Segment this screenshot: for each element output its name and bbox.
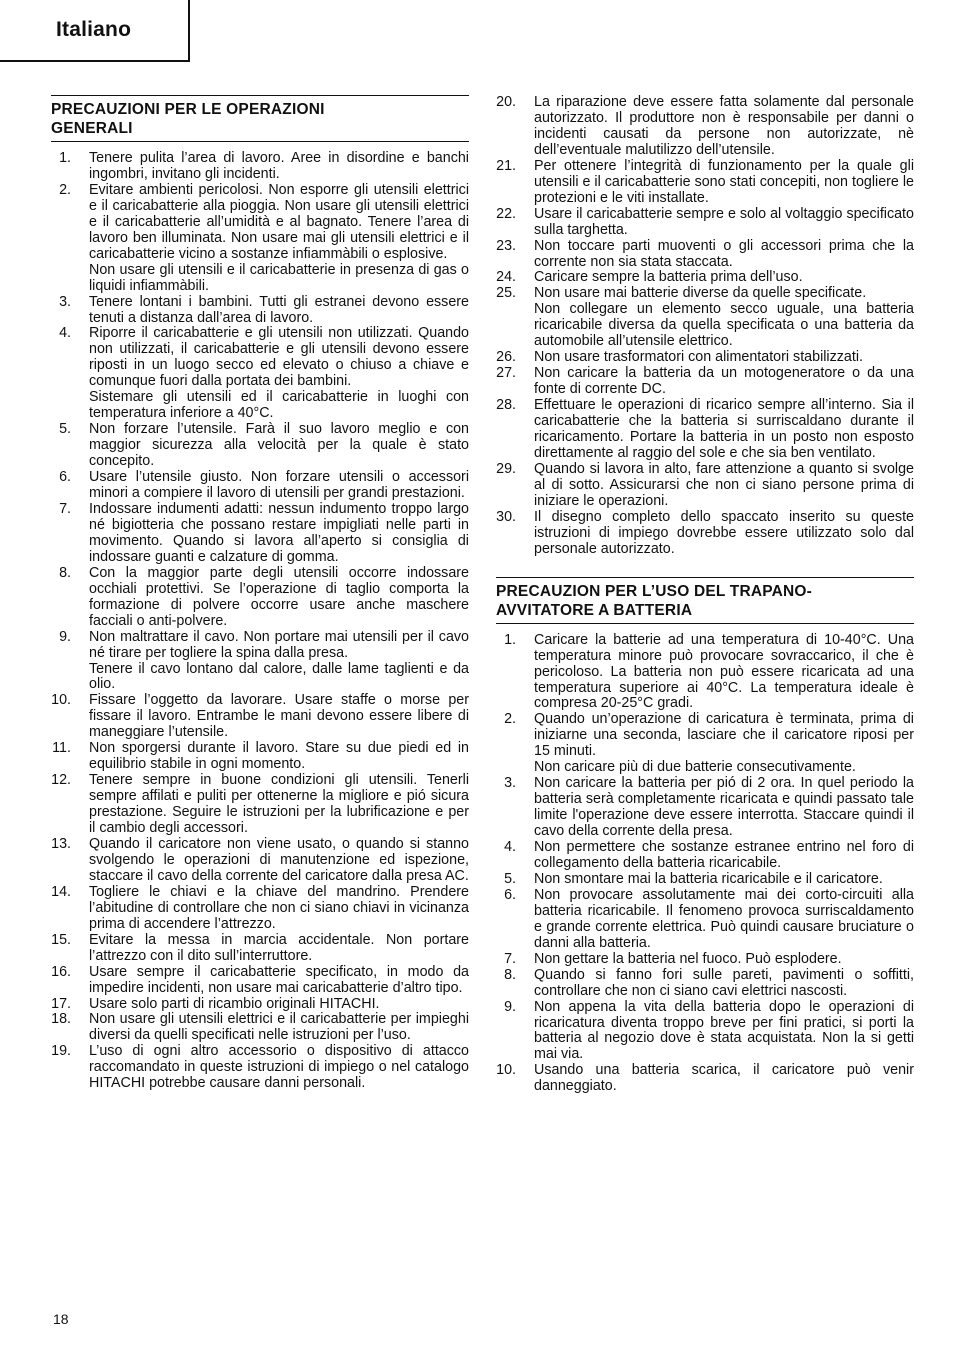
left-column [51, 95, 469, 1092]
item-text: Effettuare le operazioni di ricarico sempre all’interno. Sia il caricabatterie che la batteria si surriscaldano durante il ricaricamento. Portare la batteria in un posto non esposto direttamente al raggio del sole e che sia ben ventilato. [534, 397, 914, 461]
item-text: Non smontare mai la batteria ricaricabile e il caricatore. [534, 870, 883, 887]
item-number: 20. [496, 94, 516, 110]
item-text: Usare sempre il caricabatterie specificato, in modo da impedire incidenti, non usare mai caricabatterie d’altro tipo. [89, 963, 469, 996]
list-item [51, 295, 469, 327]
item-number: 22. [496, 205, 516, 222]
general-precautions-list-continued [496, 95, 914, 558]
list-item [496, 350, 914, 366]
item-text: Per ottenere l’integrità di funzionamento per la quale gli utensili e il caricabatterie sono stati concepiti, non togliere le protezioni e le viti installate. [534, 157, 914, 206]
item-number: 5. [504, 870, 516, 887]
item-number: 7. [504, 950, 516, 967]
list-item [51, 326, 469, 422]
item-text: Quando il caricatore non viene usato, o quando si stanno svolgendo le operazioni di manutenzione ed ispezione, staccare il cavo della corrente del caricatore dalla presa AC. [89, 835, 469, 884]
drill-precautions-list [496, 633, 914, 1096]
item-number: 18. [51, 1011, 71, 1028]
list-item [51, 502, 469, 566]
item-text: Tenere lontani i bambini. Tutti gli estranei devono essere tenuti a distanza dall’area di lavoro. [89, 293, 469, 326]
list-item [51, 933, 469, 965]
item-number: 6. [504, 886, 516, 903]
item-text: Non collegare un elemento secco uguale, una batteria ricaricabile diversa da quella specificata o una batteria da automobile all’utensile elettrico. [534, 301, 914, 350]
item-text: Non maltrattare il cavo. Non portare mai utensili per il cavo né tirare per togliere la spina dalla presa. [89, 628, 469, 661]
item-text: Non usare gli utensili elettrici e il caricabatterie per impieghi diversi da quelli specificati nelle istruzioni per l’uso. [89, 1011, 469, 1044]
item-text: Non gettare la batteria nel fuoco. Può esplodere. [534, 950, 842, 967]
list-item [51, 470, 469, 502]
language-label: Italiano [56, 18, 132, 41]
item-number: 4. [504, 839, 516, 856]
item-text: Tenere pulita l’area di lavoro. Aree in disordine e banchi ingombri, invitano gli incidenti. [89, 150, 469, 182]
item-text: Non provocare assolutamente mai dei corto-circuiti alla batteria ricaricabile. Il fenomeno provoca surriscaldamento e grande corrente elettrica. Può quindi causare bruciature o danni alla batteria. [534, 886, 914, 951]
item-text: Caricare sempre la batteria prima dell’uso. [534, 269, 803, 286]
item-number: 26. [496, 349, 516, 366]
list-item [496, 872, 914, 888]
general-precautions-list [51, 151, 469, 1092]
list-item [496, 1063, 914, 1095]
heading-line: AVVITATORE A BATTERIA [496, 601, 693, 619]
item-number: 10. [51, 692, 71, 709]
list-item [496, 366, 914, 398]
item-text: Non caricare più di due batterie consecutivamente. [534, 759, 856, 776]
item-number: 3. [59, 293, 71, 310]
item-number: 19. [51, 1043, 71, 1060]
item-text: Usare solo parti di ricambio originali HITACHI. [89, 995, 380, 1012]
item-text: Non sporgersi durante il lavoro. Stare su due piedi ed in equilibrio stabile in ogni momento. [89, 740, 469, 773]
item-text: Caricare la batterie ad una temperatura di 10-40°C. Una temperatura minore può provocare sovraccarico, il che è pericoloso. La batteria non può essere ricaricata ad una temperatura superiore ai 40°C. La temperatura ideale è compresa 20-25°C gradi. [534, 631, 914, 712]
list-item [496, 398, 914, 462]
item-text: Quando si fanno fori sulle pareti, pavimenti o soffitti, controllare che non ci siano cavi elettrici nascosti. [534, 966, 914, 999]
right-column [496, 95, 914, 1095]
item-text: Usando una batteria scarica, il caricatore può venir danneggiato. [534, 1062, 914, 1095]
list-item [496, 840, 914, 872]
page-number: 18 [53, 1311, 69, 1327]
item-text: Sistemare gli utensili ed il caricabatterie in luoghi con temperatura inferiore a 40°C. [89, 389, 469, 422]
list-item [496, 159, 914, 207]
item-number: 23. [496, 237, 516, 254]
list-item [496, 968, 914, 1000]
list-item [51, 1012, 469, 1044]
list-item [496, 888, 914, 952]
item-number: 13. [51, 835, 71, 852]
item-text: Non caricare la batteria da un motogeneratore o da una fonte di corrente DC. [534, 365, 914, 398]
item-text: L’uso di ogni altro accessorio o dispositivo di attacco raccomandato in queste istruzioni di impiego o nel catalogo HITACHI potrebbe causare danni personali. [89, 1043, 469, 1092]
item-number: 27. [496, 365, 516, 382]
item-number: 12. [51, 772, 71, 789]
item-number: 1. [504, 631, 516, 648]
list-item [51, 693, 469, 741]
heading-line: GENERALI [51, 120, 133, 137]
item-number: 1. [59, 150, 71, 166]
item-number: 30. [496, 508, 516, 525]
item-text: Usare l’utensile giusto. Non forzare utensili o accessori minori a compiere il lavoro di utensili per grandi prestazioni. [89, 469, 469, 502]
item-text: Non forzare l’utensile. Farà il suo lavoro meglio e con maggior sicurezza alla velocità per la quale è stato concepito. [89, 421, 469, 470]
item-text: Quando si lavora in alto, fare attenzione a quanto si svolge al di sotto. Assicurarsi che non ci siano persone prima di iniziare le operazioni. [534, 460, 914, 509]
list-item [496, 510, 914, 558]
item-text: Evitare la messa in marcia accidentale. Non portare l’attrezzo con il dito sull’interruttore. [89, 931, 469, 964]
list-item [51, 997, 469, 1013]
item-text: Tenere sempre in buone condizioni gli utensili. Tenerli sempre affilati e puliti per ottenerne la migliore e pió sicura prestazione. Seguire le istruzioni per la lubrificazione e per il cambio degli accessori. [89, 772, 469, 837]
list-item [496, 952, 914, 968]
heading-line: PRECAUZIONI PER LE OPERAZIONI [51, 101, 325, 118]
list-item [496, 286, 914, 350]
item-text: Riporre il caricabatterie e gli utensili non utilizzati. Quando non utilizzati, il caricabatterie e gli utensili devono essere riposti in un luogo secco ed elevato o chiuso a chiave e comunque fuori dalla portata dei bambini. [89, 325, 469, 390]
item-text: Indossare indumenti adatti: nessun indumento troppo largo né bigiotteria che possano restare impigliati nelle parti in movimento. Quando si lavora all’aperto si consiglia di indossare guanti e calzature di gomma. [89, 500, 469, 565]
item-text: Non caricare la batteria per pió di 2 ora. In quel periodo la batteria serà completamente ricaricata e quindi passato tale limite l'operazione deve essere interrotta. Staccare quindi il cavo della corrente della presa. [534, 775, 914, 840]
list-item [51, 630, 469, 694]
item-text: Quando un’operazione di caricatura è terminata, prima di iniziarne una seconda, lasciare che il caricatore riposi per 15 minuti. [534, 711, 914, 760]
list-item [51, 1044, 469, 1092]
item-text: Usare il caricabatterie sempre e solo al voltaggio specificato sulla targhetta. [534, 205, 914, 238]
list-item [51, 741, 469, 773]
item-number: 7. [59, 500, 71, 517]
item-text: Fissare l’oggetto da lavorare. Usare staffe o morse per fissare il lavoro. Entrambe le mani devono essere libere di maneggiare l’utensile. [89, 692, 469, 741]
list-item [496, 239, 914, 271]
list-item [51, 183, 469, 295]
item-text: Tenere il cavo lontano dal calore, dalle lame taglienti e da olio. [89, 660, 469, 693]
item-text: Non permettere che sostanze estranee entrino nel foro di collegamento della batteria ricaricabile. [534, 839, 914, 871]
list-item [51, 422, 469, 470]
item-number: 10. [496, 1062, 516, 1079]
list-item [496, 462, 914, 510]
item-number: 9. [504, 998, 516, 1015]
list-item [51, 566, 469, 630]
item-text: Il disegno completo dello spaccato inserito su queste istruzioni di impiego dovrebbe essere utilizzato solo dal personale autorizzato. [534, 508, 914, 557]
item-text: Togliere le chiavi e la chiave del mandrino. Prendere l’abitudine di controllare che non ci siano chiavi in vicinanza prima di accendere l’attrezzo. [89, 883, 469, 932]
item-number: 29. [496, 460, 516, 477]
item-number: 2. [504, 711, 516, 728]
list-item [51, 965, 469, 997]
list-item [496, 1000, 914, 1064]
section-heading-drill-precautions [496, 577, 914, 624]
list-item [496, 95, 914, 159]
section-heading-general-precautions [51, 95, 469, 142]
item-number: 9. [59, 628, 71, 645]
item-number: 21. [496, 157, 516, 174]
heading-line: PRECAUZION PER L’USO DEL TRAPANO- [496, 582, 813, 600]
item-text: Con la maggior parte degli utensili occorre indossare occhiali protettivi. Se l’operazione di taglio comporta la formazione di polvere occorre usare anche maschere facciali o anti-polvere. [89, 564, 469, 629]
item-number: 17. [51, 995, 71, 1012]
item-number: 2. [59, 181, 71, 198]
list-item [496, 633, 914, 713]
item-text: Non usare mai batterie diverse da quelle specificate. [534, 285, 867, 302]
item-text: Non usare gli utensili e il caricabatterie in presenza di gas o liquidi infiammàbili. [89, 261, 469, 294]
item-number: 8. [504, 966, 516, 983]
list-item [51, 885, 469, 933]
item-number: 8. [59, 564, 71, 581]
item-number: 14. [51, 883, 71, 900]
list-item [51, 773, 469, 837]
list-item [496, 270, 914, 286]
list-item [51, 837, 469, 885]
item-number: 3. [504, 775, 516, 792]
list-item [496, 207, 914, 239]
list-item [496, 712, 914, 776]
item-number: 24. [496, 269, 516, 286]
item-number: 16. [51, 963, 71, 980]
item-text: Evitare ambienti pericolosi. Non esporre gli utensili elettrici e il caricabatterie alla pioggia. Non usare gli utensili elettrici e il caricabatterie all’umidità e al bagnato. Tenere l’area di lavoro ben illuminata. Non usare mai gli utensili elettrici e il caricabatterie vicino a sostanze infiammàbili o esplosive. [89, 181, 469, 262]
list-item [496, 776, 914, 840]
item-number: 28. [496, 397, 516, 414]
item-text: Non appena la vita della batteria dopo le operazioni di ricaricatura diventa troppo breve per fini pratici, si porti la batteria al negozio dove è stata acquistata. Non la si getti mai via. [534, 998, 914, 1063]
item-number: 15. [51, 931, 71, 948]
item-text: Non toccare parti muoventi o gli accessori prima che la corrente non sia stata staccata. [534, 237, 914, 270]
language-tab [0, 0, 190, 62]
item-number: 25. [496, 285, 516, 302]
item-number: 4. [59, 325, 71, 342]
item-number: 5. [59, 421, 71, 438]
item-text: Non usare trasformatori con alimentatori stabilizzati. [534, 349, 863, 366]
list-item [51, 151, 469, 183]
item-number: 11. [52, 740, 71, 757]
item-text: La riparazione deve essere fatta solamente dal personale autorizzato. Il produttore non è responsabile per danni o incidenti causati da persone non autorizzate, nè dell’eventuale malutilizzo dell’utensile. [534, 94, 914, 158]
item-number: 6. [59, 469, 71, 486]
